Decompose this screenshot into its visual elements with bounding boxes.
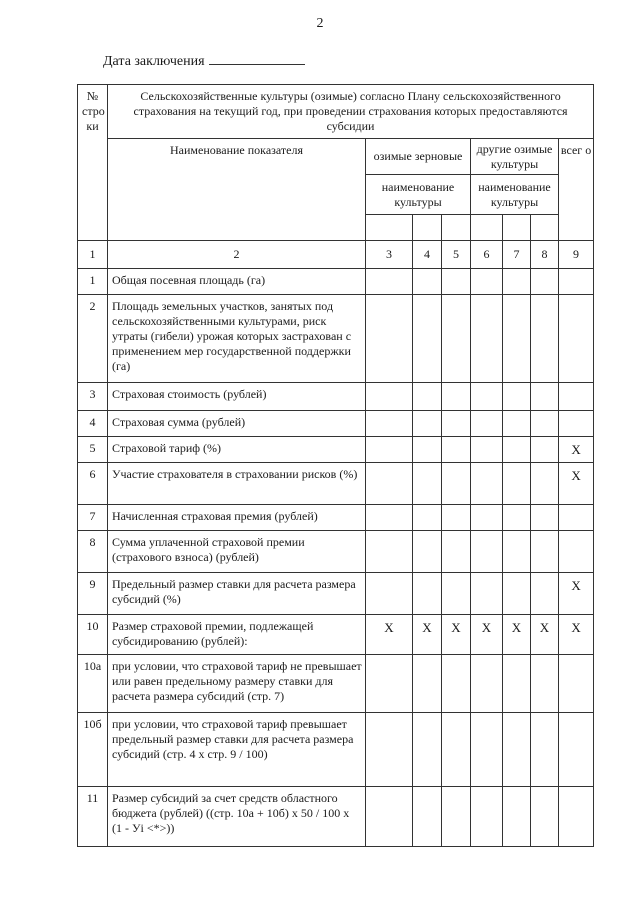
value-cell: [559, 787, 594, 847]
subsidy-table: [77, 84, 594, 847]
value-cell: [471, 269, 503, 295]
row-label: Размер субсидий за счет средств областного бюджета (рублей) ((стр. 10а + 10б) x 50 / 100 x (1 - Уi <*>)): [108, 787, 366, 847]
value-cell: [471, 411, 503, 437]
row-number: 8: [78, 531, 108, 573]
row-number: 9: [78, 573, 108, 615]
winter-grain-header: озимые зерновые: [366, 139, 471, 175]
row-number: 4: [78, 411, 108, 437]
value-cell: [559, 295, 594, 383]
value-cell: [366, 463, 413, 505]
value-cell: [559, 713, 594, 787]
value-cell: [366, 437, 413, 463]
value-cell: [503, 411, 531, 437]
value-cell: [366, 713, 413, 787]
value-cell: [531, 383, 559, 411]
header-row-title: [78, 85, 594, 139]
value-cell: [559, 269, 594, 295]
value-cell: [366, 573, 413, 615]
row-label: Предельный размер ставки для расчета размера субсидий (%): [108, 573, 366, 615]
x-mark: X: [442, 615, 471, 655]
row-label: Начисленная страховая премия (рублей): [108, 505, 366, 531]
crop-cell: [471, 215, 503, 241]
table-row: [78, 787, 594, 847]
value-cell: [503, 505, 531, 531]
value-cell: [531, 437, 559, 463]
value-cell: [471, 437, 503, 463]
table-title: Сельскохозяйственные культуры (озимые) согласно Плану сельскохозяйственного страхования на текущий год, при проведении страхования которых предоставляются субсидии: [108, 85, 594, 139]
row-label: Страховая стоимость (рублей): [108, 383, 366, 411]
row-label: Страховой тариф (%): [108, 437, 366, 463]
value-cell: [442, 463, 471, 505]
conclusion-date: [103, 52, 305, 70]
value-cell: [531, 573, 559, 615]
value-cell: [442, 437, 471, 463]
row-label: Площадь земельных участков, занятых под сельскохозяйственными культурами, риск утраты (гибели) урожая которых застрахован с применением мер государственной поддержки (га): [108, 295, 366, 383]
row-label: Размер страховой премии, подлежащей субсидированию (рублей):: [108, 615, 366, 655]
crop-cell: [503, 215, 531, 241]
value-cell: [366, 655, 413, 713]
value-cell: [531, 655, 559, 713]
value-cell: [366, 411, 413, 437]
value-cell: [503, 713, 531, 787]
value-cell: [471, 531, 503, 573]
header-row-groups: [78, 139, 594, 175]
column-number: 6: [471, 241, 503, 269]
value-cell: [559, 505, 594, 531]
value-cell: [413, 383, 442, 411]
table-row: [78, 463, 594, 505]
column-number: 7: [503, 241, 531, 269]
x-mark: X: [559, 437, 594, 463]
column-number: 9: [559, 241, 594, 269]
value-cell: [471, 295, 503, 383]
table-row: [78, 615, 594, 655]
value-cell: [366, 383, 413, 411]
column-number: 5: [442, 241, 471, 269]
value-cell: [503, 463, 531, 505]
value-cell: [503, 437, 531, 463]
value-cell: [366, 787, 413, 847]
value-cell: [413, 269, 442, 295]
value-cell: [413, 437, 442, 463]
column-number: 3: [366, 241, 413, 269]
value-cell: [531, 463, 559, 505]
value-cell: [559, 383, 594, 411]
value-cell: [471, 573, 503, 615]
row-number: 10: [78, 615, 108, 655]
table-row: [78, 655, 594, 713]
value-cell: [531, 269, 559, 295]
value-cell: [442, 713, 471, 787]
row-number: 10а: [78, 655, 108, 713]
x-mark: X: [559, 573, 594, 615]
value-cell: [366, 505, 413, 531]
value-cell: [471, 505, 503, 531]
row-number: 5: [78, 437, 108, 463]
value-cell: [471, 655, 503, 713]
table-row: [78, 295, 594, 383]
value-cell: [442, 383, 471, 411]
column-number: 4: [413, 241, 442, 269]
crop-cell: [531, 215, 559, 241]
x-mark: X: [366, 615, 413, 655]
table-row: [78, 713, 594, 787]
column-number: 1: [78, 241, 108, 269]
x-mark: X: [503, 615, 531, 655]
x-mark: X: [531, 615, 559, 655]
value-cell: [366, 269, 413, 295]
value-cell: [503, 787, 531, 847]
total-header: всег о: [559, 139, 594, 241]
column-number: 8: [531, 241, 559, 269]
crop-cell: [442, 215, 471, 241]
row-label: Сумма уплаченной страховой премии (страхового взноса) (рублей): [108, 531, 366, 573]
row-number: 2: [78, 295, 108, 383]
value-cell: [442, 295, 471, 383]
row-label: при условии, что страховой тариф превышает предельный размер ставки для расчета размера субсидий (стр. 4 x стр. 9 / 100): [108, 713, 366, 787]
value-cell: [503, 531, 531, 573]
crop-name-header-1: наименование культуры: [366, 175, 471, 215]
row-label: при условии, что страховой тариф не превышает или равен предельному размеру ставки для расчета размера субсидий (стр. 7): [108, 655, 366, 713]
value-cell: [559, 411, 594, 437]
conclusion-date-blank: [209, 52, 305, 65]
row-label: Общая посевная площадь (га): [108, 269, 366, 295]
other-winter-header: другие озимые культуры: [471, 139, 559, 175]
value-cell: [413, 463, 442, 505]
value-cell: [442, 505, 471, 531]
x-mark: X: [413, 615, 442, 655]
value-cell: [503, 383, 531, 411]
value-cell: [413, 787, 442, 847]
value-cell: [503, 269, 531, 295]
value-cell: [413, 573, 442, 615]
value-cell: [471, 787, 503, 847]
column-number: 2: [108, 241, 366, 269]
value-cell: [503, 295, 531, 383]
value-cell: [471, 463, 503, 505]
value-cell: [503, 655, 531, 713]
row-label: Страховая сумма (рублей): [108, 411, 366, 437]
row-number: 3: [78, 383, 108, 411]
value-cell: [413, 713, 442, 787]
value-cell: [366, 531, 413, 573]
table-row: [78, 383, 594, 411]
value-cell: [531, 411, 559, 437]
table-row: [78, 505, 594, 531]
value-cell: [531, 505, 559, 531]
table-row: [78, 573, 594, 615]
value-cell: [531, 295, 559, 383]
value-cell: [442, 655, 471, 713]
value-cell: [442, 531, 471, 573]
table-row: [78, 531, 594, 573]
conclusion-date-label: Дата заключения: [103, 54, 205, 69]
x-mark: X: [559, 463, 594, 505]
value-cell: [442, 573, 471, 615]
value-cell: [413, 655, 442, 713]
value-cell: [559, 655, 594, 713]
value-cell: [413, 411, 442, 437]
value-cell: [559, 531, 594, 573]
row-number: 6: [78, 463, 108, 505]
value-cell: [413, 505, 442, 531]
row-no-header: № стро ки: [78, 85, 108, 241]
page-number: 2: [316, 16, 324, 31]
value-cell: [531, 531, 559, 573]
value-cell: [531, 787, 559, 847]
row-number: 11: [78, 787, 108, 847]
value-cell: [413, 531, 442, 573]
x-mark: X: [471, 615, 503, 655]
value-cell: [471, 713, 503, 787]
value-cell: [442, 787, 471, 847]
value-cell: [413, 295, 442, 383]
crop-name-header-2: наименование культуры: [471, 175, 559, 215]
value-cell: [366, 295, 413, 383]
crop-cell: [413, 215, 442, 241]
value-cell: [442, 269, 471, 295]
row-label: Участие страхователя в страховании рисков (%): [108, 463, 366, 505]
row-number: 7: [78, 505, 108, 531]
indicator-header: Наименование показателя: [108, 139, 366, 241]
value-cell: [503, 573, 531, 615]
value-cell: [442, 411, 471, 437]
table-row: [78, 437, 594, 463]
table-row: [78, 269, 594, 295]
row-number: 10б: [78, 713, 108, 787]
table-row: [78, 411, 594, 437]
crop-cell: [366, 215, 413, 241]
x-mark: X: [559, 615, 594, 655]
value-cell: [531, 713, 559, 787]
row-number: 1: [78, 269, 108, 295]
value-cell: [471, 383, 503, 411]
column-number-row: [78, 241, 594, 269]
